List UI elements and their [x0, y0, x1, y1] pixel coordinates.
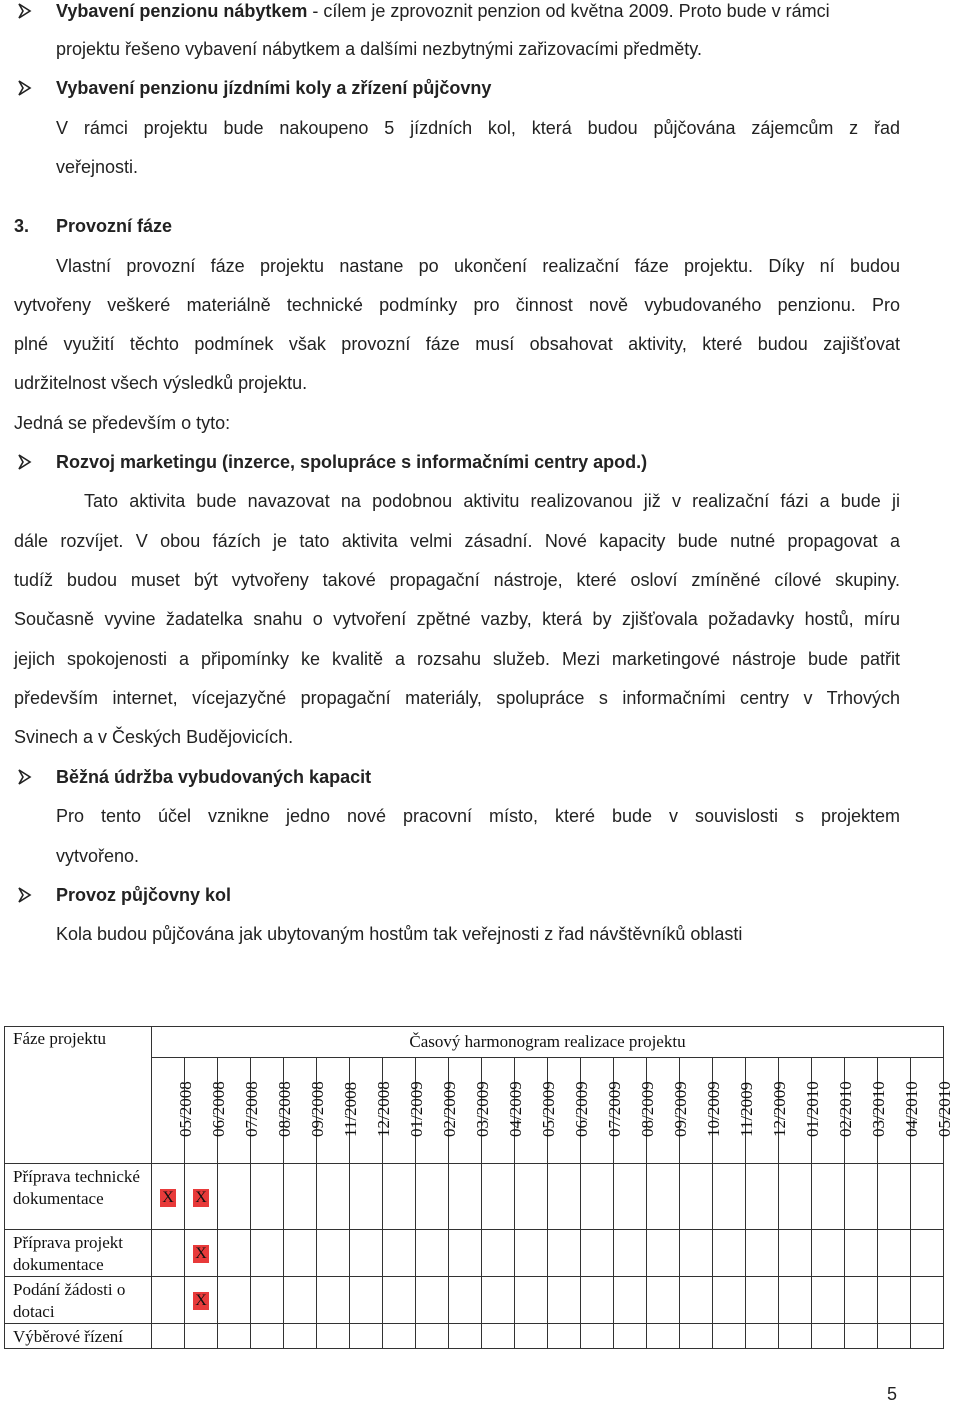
month-label: 09/2008	[308, 1081, 327, 1137]
schedule-cell	[284, 1324, 317, 1349]
phase-name: Příprava projekt dokumentace	[5, 1230, 152, 1277]
schedule-cell	[482, 1324, 515, 1349]
month-label: 07/2008	[242, 1081, 261, 1137]
month-label: 04/2010	[902, 1081, 921, 1137]
phase-name: Výběrové řízení	[5, 1324, 152, 1349]
schedule-cell	[482, 1230, 515, 1277]
paragraph-4-line1: Pro tento účel vznikne jedno nové pracovní místo, které bude v souvislosti s projektem	[56, 806, 900, 826]
month-header	[449, 1058, 492, 1164]
paragraph-1-line1: Vlastní provozní fáze projektu nastane po ukončení realizační fáze projektu. Díky ní budou	[56, 256, 900, 276]
arrow-bullet-icon	[16, 0, 34, 22]
schedule-cell	[713, 1230, 746, 1277]
month-header	[515, 1058, 558, 1164]
arrow-bullet-icon	[16, 77, 34, 99]
schedule-cell	[713, 1324, 746, 1349]
schedule-cell	[218, 1164, 251, 1230]
schedule-cell	[317, 1230, 350, 1277]
bullet-furniture	[56, 0, 830, 22]
month-header	[152, 1058, 195, 1164]
bullet-bikes-title: Vybavení penzionu jízdními koly a zřízení půjčovny	[56, 78, 492, 98]
schedule-cell	[383, 1277, 416, 1324]
schedule-row	[5, 1164, 944, 1230]
schedule-cell	[185, 1230, 218, 1277]
schedule-cell	[548, 1230, 581, 1277]
month-header	[581, 1058, 624, 1164]
paragraph-3-line1: Tato aktivita bude navazovat na podobnou aktivitu realizovanou již v realizační fázi a bude ji	[84, 491, 900, 511]
month-label: 11/2008	[341, 1081, 360, 1137]
schedule-cell	[680, 1324, 713, 1349]
paragraph-1-line2: vytvořeny veškeré materiálně technické podmínky pro činnost nově vybudovaného penzionu. Pro	[14, 295, 900, 315]
schedule-cell	[779, 1164, 812, 1230]
schedule-cell	[218, 1277, 251, 1324]
month-header	[548, 1058, 591, 1164]
schedule-cell	[845, 1230, 878, 1277]
schedule-cell	[218, 1230, 251, 1277]
schedule-cell	[185, 1277, 218, 1324]
schedule-cell	[416, 1164, 449, 1230]
month-header	[218, 1058, 261, 1164]
month-label: 08/2009	[638, 1081, 657, 1137]
arrow-bullet-icon	[16, 766, 34, 788]
schedule-cell	[416, 1277, 449, 1324]
schedule-cell	[152, 1230, 185, 1277]
schedule-cell	[185, 1164, 218, 1230]
schedule-cell	[482, 1277, 515, 1324]
schedule-cell	[680, 1277, 713, 1324]
schedule-cell	[647, 1277, 680, 1324]
schedule-cell	[746, 1164, 779, 1230]
schedule-cell	[911, 1164, 944, 1230]
schedule-cell	[713, 1164, 746, 1230]
schedule-cell	[416, 1230, 449, 1277]
schedule-cell	[284, 1277, 317, 1324]
schedule-cell	[746, 1277, 779, 1324]
month-header	[779, 1058, 822, 1164]
schedule-cell	[647, 1164, 680, 1230]
schedule-cell	[251, 1324, 284, 1349]
phase-header: Fáze projektu	[5, 1027, 152, 1164]
schedule-cell	[548, 1324, 581, 1349]
month-header	[350, 1058, 393, 1164]
paragraph-4-line2: vytvořeno.	[56, 846, 140, 866]
paragraph-2: Jedná se především o tyto:	[14, 413, 231, 433]
bullet-furniture-line2: projektu řešeno vybavení nábytkem a dalšími nezbytnými zařizovacími předměty.	[56, 39, 702, 59]
bullet-marketing-title: Rozvoj marketingu (inzerce, spolupráce s informačními centry apod.)	[56, 452, 648, 472]
month-header	[317, 1058, 360, 1164]
schedule-mark: X	[162, 1188, 174, 1206]
schedule-cell	[845, 1164, 878, 1230]
schedule-cell	[746, 1230, 779, 1277]
bullet-rental-title: Provoz půjčovny kol	[56, 885, 232, 905]
bullet-furniture-title: Vybavení penzionu nábytkem	[56, 1, 308, 21]
schedule-cell	[812, 1164, 845, 1230]
schedule-cell	[383, 1164, 416, 1230]
arrow-bullet-icon	[16, 451, 34, 473]
paragraph-3-line5: jejich spokojenosti a připomínky ke kvalitě a rozsahu služeb. Mezi marketingové nástroje bude patřit	[14, 649, 900, 669]
month-label: 01/2010	[803, 1081, 822, 1137]
schedule-cell	[416, 1324, 449, 1349]
schedule-cell	[713, 1277, 746, 1324]
schedule-cell	[581, 1324, 614, 1349]
month-header	[185, 1058, 228, 1164]
schedule-cell	[878, 1230, 911, 1277]
month-label: 05/2008	[176, 1081, 195, 1137]
schedule-cell	[614, 1230, 647, 1277]
schedule-cell	[185, 1324, 218, 1349]
schedule-cell	[284, 1164, 317, 1230]
month-label: 07/2009	[605, 1081, 624, 1137]
month-header	[614, 1058, 657, 1164]
schedule-cell	[812, 1230, 845, 1277]
schedule-title: Časový harmonogram realizace projektu	[152, 1027, 944, 1058]
schedule-cell	[317, 1324, 350, 1349]
schedule-cell	[845, 1324, 878, 1349]
month-label: 08/2008	[275, 1081, 294, 1137]
arrow-bullet-icon	[16, 884, 34, 906]
month-header	[845, 1058, 888, 1164]
bullet-maintenance-title: Běžná údržba vybudovaných kapacit	[56, 767, 372, 787]
bullet-furniture-text: - cílem je zprovoznit penzion od května 2009. Proto bude v rámci	[307, 1, 830, 21]
schedule-cell	[284, 1230, 317, 1277]
schedule-mark: X	[195, 1292, 207, 1309]
phase-name: Podání žádosti o dotaci	[5, 1277, 152, 1324]
paragraph-3-line4: Současně vyvine žadatelka snahu o vytvoření zpětné vazby, která by zjišťovala požadavky hostů, míru	[14, 609, 900, 629]
schedule-cell	[515, 1164, 548, 1230]
schedule-cell	[680, 1164, 713, 1230]
month-header	[482, 1058, 525, 1164]
month-header	[416, 1058, 459, 1164]
paragraph-1-line4: udržitelnost všech výsledků projektu.	[14, 373, 308, 393]
bullet-bikes-line3: veřejnosti.	[56, 157, 139, 177]
section-number: 3.	[14, 216, 30, 236]
schedule-cell	[350, 1164, 383, 1230]
month-label: 09/2009	[671, 1081, 690, 1137]
month-label: 12/2008	[374, 1081, 393, 1137]
paragraph-3-line7: Svinech a v Českých Budějovicích.	[14, 727, 294, 747]
schedule-cell	[482, 1164, 515, 1230]
schedule-cell	[647, 1230, 680, 1277]
paragraph-3-line3: tudíž budou muset být vytvořeny takové propagační nástroje, které osloví zmíněné cílové skupiny.	[14, 570, 900, 590]
bullet-bikes-line2: V rámci projektu bude nakoupeno 5 jízdních kol, která budou půjčována zájemcům z řad	[56, 118, 900, 138]
schedule-row	[5, 1277, 944, 1324]
month-header	[911, 1058, 954, 1164]
month-header	[284, 1058, 327, 1164]
schedule-cell	[878, 1324, 911, 1349]
schedule-cell	[449, 1230, 482, 1277]
paragraph-5: Kola budou půjčována jak ubytovaným hostům tak veřejnosti z řad návštěvníků oblasti	[56, 924, 743, 944]
month-header	[746, 1058, 789, 1164]
schedule-mark: X	[195, 1245, 207, 1262]
month-header	[680, 1058, 723, 1164]
schedule-cell	[614, 1164, 647, 1230]
schedule-cell	[251, 1230, 284, 1277]
month-label: 04/2009	[506, 1081, 525, 1137]
schedule-cell	[317, 1277, 350, 1324]
schedule-cell	[251, 1164, 284, 1230]
schedule-row	[5, 1230, 944, 1277]
schedule-cell	[152, 1324, 185, 1349]
month-label: 01/2009	[407, 1081, 426, 1137]
schedule-cell	[878, 1277, 911, 1324]
schedule-cell	[746, 1324, 779, 1349]
schedule-cell	[515, 1230, 548, 1277]
month-label: 12/2009	[770, 1081, 789, 1137]
month-label: 10/2009	[704, 1081, 723, 1137]
schedule-cell	[449, 1277, 482, 1324]
month-label: 05/2010	[935, 1081, 954, 1137]
schedule-cell	[350, 1230, 383, 1277]
schedule-cell	[911, 1230, 944, 1277]
schedule-cell	[218, 1324, 251, 1349]
schedule-cell	[449, 1324, 482, 1349]
month-header	[878, 1058, 921, 1164]
schedule-cell	[548, 1164, 581, 1230]
schedule-cell	[911, 1324, 944, 1349]
schedule-cell	[878, 1164, 911, 1230]
month-label: 11/2009	[737, 1081, 756, 1137]
schedule-cell	[581, 1230, 614, 1277]
month-header	[812, 1058, 855, 1164]
schedule-cell	[251, 1277, 284, 1324]
page-number: 5	[887, 1384, 898, 1404]
month-label: 02/2009	[440, 1081, 459, 1137]
schedule-cell	[614, 1277, 647, 1324]
month-header	[713, 1058, 756, 1164]
schedule-cell	[383, 1324, 416, 1349]
schedule-cell	[350, 1277, 383, 1324]
month-label: 06/2008	[209, 1081, 228, 1137]
schedule-cell	[449, 1164, 482, 1230]
month-label: 03/2009	[473, 1081, 492, 1137]
month-label: 05/2009	[539, 1081, 558, 1137]
schedule-cell	[911, 1277, 944, 1324]
schedule-cell	[581, 1164, 614, 1230]
schedule-cell	[581, 1277, 614, 1324]
schedule-cell	[647, 1324, 680, 1349]
month-header	[647, 1058, 690, 1164]
paragraph-3-line2: dále rozvíjet. V obou fázích je tato aktivita velmi zásadní. Nové kapacity bude nutné propagovat a	[14, 531, 900, 551]
schedule-cell	[383, 1230, 416, 1277]
schedule-cell	[812, 1324, 845, 1349]
schedule-cell	[812, 1277, 845, 1324]
schedule-table	[4, 1026, 954, 1349]
schedule-cell	[515, 1277, 548, 1324]
paragraph-1-line3: plné využití těchto podmínek však provozní fáze musí obsahovat aktivity, které budou zajišťovat	[14, 334, 900, 354]
schedule-mark: X	[195, 1188, 207, 1206]
month-label: 02/2010	[836, 1081, 855, 1137]
schedule-cell	[350, 1324, 383, 1349]
schedule-cell	[779, 1277, 812, 1324]
schedule-cell	[548, 1277, 581, 1324]
month-label: 03/2010	[869, 1081, 888, 1137]
schedule-cell	[680, 1230, 713, 1277]
paragraph-3-line6: především internet, vícejazyčné propagační materiály, spolupráce s informačními centry v Trhových	[14, 688, 900, 708]
schedule-cell	[317, 1164, 350, 1230]
month-header	[251, 1058, 294, 1164]
schedule-cell	[152, 1164, 185, 1230]
month-label: 06/2009	[572, 1081, 591, 1137]
schedule-cell	[152, 1277, 185, 1324]
section-title: Provozní fáze	[56, 216, 173, 236]
schedule-cell	[845, 1277, 878, 1324]
phase-name: Příprava technické dokumentace	[5, 1164, 152, 1230]
schedule-cell	[515, 1324, 548, 1349]
schedule-cell	[779, 1230, 812, 1277]
schedule-cell	[614, 1324, 647, 1349]
month-header	[383, 1058, 426, 1164]
schedule-cell	[779, 1324, 812, 1349]
schedule-row	[5, 1324, 944, 1349]
